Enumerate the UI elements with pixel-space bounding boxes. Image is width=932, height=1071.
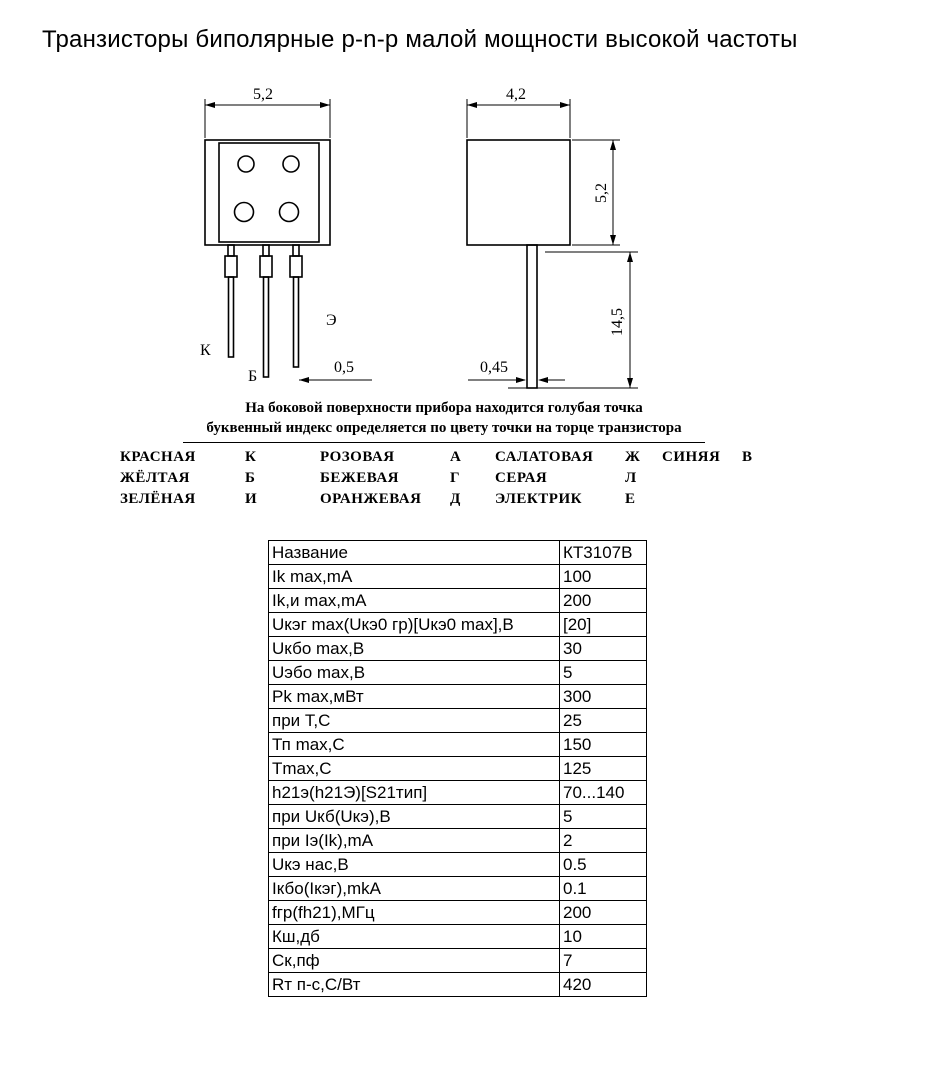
color-name: СЕРАЯ [495,470,548,486]
note-line-2: буквенный индекс определяется по цвету точки на торце транзистора [206,420,682,436]
color-name: ЖЁЛТАЯ [120,470,190,486]
value-cell: 200 [560,901,647,925]
value-cell: 7 [560,949,647,973]
color-name: ЭЛЕКТРИК [495,491,582,507]
table-row [269,925,647,949]
table-row [269,589,647,613]
lead-thickness-dim-label: 0,45 [480,359,508,376]
front-width-dim-label: 5,2 [253,86,273,103]
param-cell: Iкбо(Iкэг),mkA [269,877,560,901]
table-row [269,709,647,733]
table-row [269,685,647,709]
front-view-drawing [200,86,372,385]
param-cell: Uэбо max,В [269,661,560,685]
package-drawings [0,85,932,403]
table-row [269,781,647,805]
color-name: САЛАТОВАЯ [495,449,594,465]
table-row [269,901,647,925]
color-code-table [120,449,772,512]
table-row [269,757,647,781]
value-cell: 70...140 [560,781,647,805]
table-row [269,565,647,589]
color-name: РОЗОВАЯ [320,449,395,465]
side-view-drawing [467,86,638,388]
note-block [183,398,705,443]
lead-thickness-dimension-lines [468,377,565,383]
color-letter [742,491,772,512]
param-cell: Uкбо max,В [269,637,560,661]
color-letter: Д [450,491,461,507]
value-cell: 0.1 [560,877,647,901]
note-line-1: На боковой поверхности прибора находится голубая точка [245,400,643,416]
param-cell: Ik,и max,mA [269,589,560,613]
value-cell: 100 [560,565,647,589]
table-row [269,541,647,565]
table-row [269,637,647,661]
color-letter: Е [625,491,636,507]
table-row [269,877,647,901]
front-pin-dimension-lines [299,377,372,383]
color-name [662,491,742,512]
color-name: СИНЯЯ [662,449,721,465]
front-pin-dim-label: 0,5 [334,359,354,376]
param-cell: Rт п-с,С/Вт [269,973,560,997]
table-row [269,949,647,973]
color-letter: Г [450,470,461,486]
table-row [269,661,647,685]
side-view-body [467,140,570,388]
param-cell: Ik max,mA [269,565,560,589]
side-height-dim-label: 5,2 [593,183,610,203]
color-code-row [120,491,772,512]
value-cell: 300 [560,685,647,709]
base-lead-label: Б [248,368,258,385]
front-width-dimension-lines [205,99,330,138]
color-letter [742,470,772,491]
value-cell: 2 [560,829,647,853]
param-cell: Название [269,541,560,565]
value-cell: 0.5 [560,853,647,877]
front-view-body [205,140,330,377]
spec-table [268,540,647,997]
value-cell: 10 [560,925,647,949]
table-row [269,733,647,757]
value-cell: [20] [560,613,647,637]
color-letter: И [245,491,258,507]
value-cell: 200 [560,589,647,613]
value-cell: 5 [560,661,647,685]
param-cell: h21э(h21Э)[S21тип] [269,781,560,805]
value-cell: 5 [560,805,647,829]
color-code-row [120,470,772,491]
color-letter: А [450,449,462,465]
color-letter: К [245,449,257,465]
param-cell: Ск,пф [269,949,560,973]
emitter-lead-label: Э [326,312,337,329]
value-cell: 125 [560,757,647,781]
param-cell: Pk max,мВт [269,685,560,709]
lead-length-dim-label: 14,5 [609,308,626,336]
param-cell: Tmax,С [269,757,560,781]
param-cell: Кш,дб [269,925,560,949]
param-cell: Тп max,С [269,733,560,757]
side-width-dim-label: 4,2 [506,86,526,103]
color-name: КРАСНАЯ [120,449,196,465]
table-row [269,613,647,637]
color-name: ЗЕЛЁНАЯ [120,491,196,507]
table-row [269,829,647,853]
param-cell: при Uкб(Uкэ),В [269,805,560,829]
param-cell: при Т,С [269,709,560,733]
color-letter: Ж [625,449,641,465]
param-cell: при Iэ(Ik),mA [269,829,560,853]
value-cell: 25 [560,709,647,733]
value-cell: 30 [560,637,647,661]
color-name: ОРАНЖЕВАЯ [320,491,422,507]
value-cell: КТ3107В [560,541,647,565]
param-cell: Uкэг max(Uкэ0 гр)[Uкэ0 max],В [269,613,560,637]
color-code-row [120,449,772,470]
value-cell: 420 [560,973,647,997]
table-row [269,853,647,877]
collector-lead-label: К [200,342,211,359]
table-row [269,805,647,829]
color-letter: Л [625,470,637,486]
side-width-dimension-lines [467,99,570,138]
param-cell: Uкэ нас,В [269,853,560,877]
color-name [662,470,742,491]
color-name: БЕЖЕВАЯ [320,470,399,486]
table-row [269,973,647,997]
param-cell: fгр(fh21),МГц [269,901,560,925]
page-title: Транзисторы биполярные p-n-p малой мощности высокой частоты [42,26,798,53]
value-cell: 150 [560,733,647,757]
color-letter: В [742,449,753,465]
color-letter: Б [245,470,256,486]
